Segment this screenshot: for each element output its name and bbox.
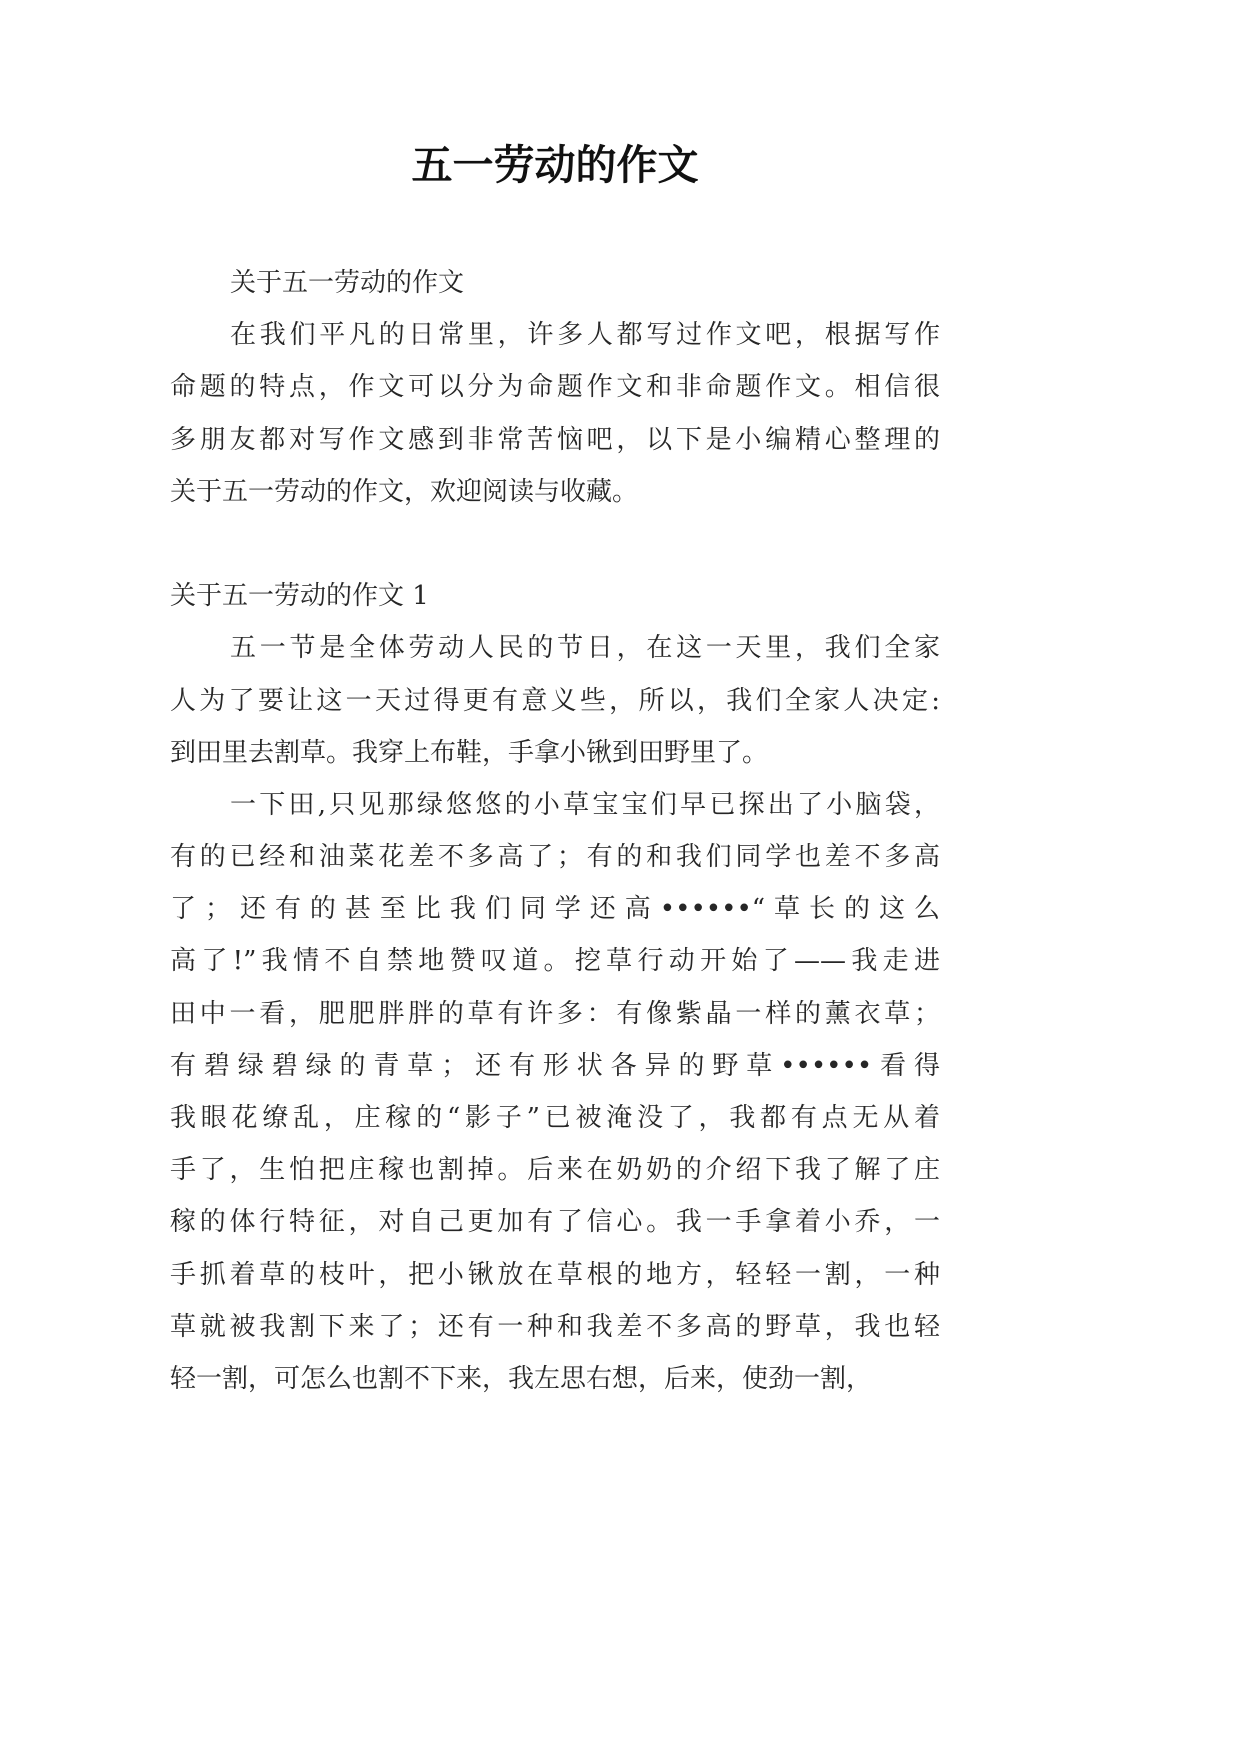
text-line: 手了，生怕把庄稼也割掉。后来在奶奶的介绍下我了解了庄	[170, 1155, 940, 1186]
paragraph	[170, 622, 940, 779]
paragraph	[170, 257, 940, 309]
text-line: 稼的体行特征，对自己更加有了信心。我一手拿着小乔，一	[170, 1207, 940, 1238]
paragraph	[170, 779, 940, 1405]
text-line: 人为了要让这一天过得更有意义些，所以，我们全家人决定:	[170, 685, 940, 716]
text-line: 田中一看，肥肥胖胖的草有许多：有像紫晶一样的薰衣草；	[170, 998, 940, 1029]
text-line: 关于五一劳动的作文 1	[170, 581, 429, 612]
text-line: 命题的特点，作文可以分为命题作文和非命题作文。相信很	[170, 372, 940, 403]
text-line: 有的已经和油菜花差不多高了；有的和我们同学也差不多高	[170, 842, 940, 873]
text-line: 到田里去割草。我穿上布鞋，手拿小锹到田野里了。	[170, 737, 769, 768]
text-line: 在我们平凡的日常里，许多人都写过作文吧，根据写作	[230, 320, 940, 351]
page-title: 五一劳动的作文	[411, 141, 699, 189]
text-line: 了；还有的甚至比我们同学还高••••••“草长的这么	[170, 894, 940, 925]
text-line: 草就被我割下来了；还有一种和我差不多高的野草，我也轻	[170, 1311, 940, 1342]
text-line: 多朋友都对写作文感到非常苦恼吧，以下是小编精心整理的	[170, 424, 940, 455]
text-line: 有碧绿碧绿的青草；还有形状各异的野草••••••看得	[170, 1050, 940, 1081]
section-heading	[170, 570, 940, 622]
text-line: 关于五一劳动的作文	[230, 268, 465, 298]
text-line: 手抓着草的枝叶，把小锹放在草根的地方，轻轻一割，一种	[170, 1259, 940, 1290]
text-line: 高了!”我情不自禁地赞叹道。挖草行动开始了——我走进	[170, 946, 940, 977]
text-line: 轻一割，可怎么也割不下来，我左思右想，后来，使劲一割，	[170, 1363, 873, 1394]
text-line: 关于五一劳动的作文，欢迎阅读与收藏。	[170, 476, 639, 507]
text-line: 我眼花缭乱，庄稼的“影子”已被淹没了，我都有点无从着	[170, 1103, 940, 1133]
text-line: 一下田,只见那绿悠悠的小草宝宝们早已探出了小脑袋，	[230, 789, 940, 820]
paragraph	[170, 309, 940, 518]
text-line: 五一节是全体劳动人民的节日，在这一天里，我们全家	[230, 633, 940, 664]
document-body	[170, 257, 940, 1405]
